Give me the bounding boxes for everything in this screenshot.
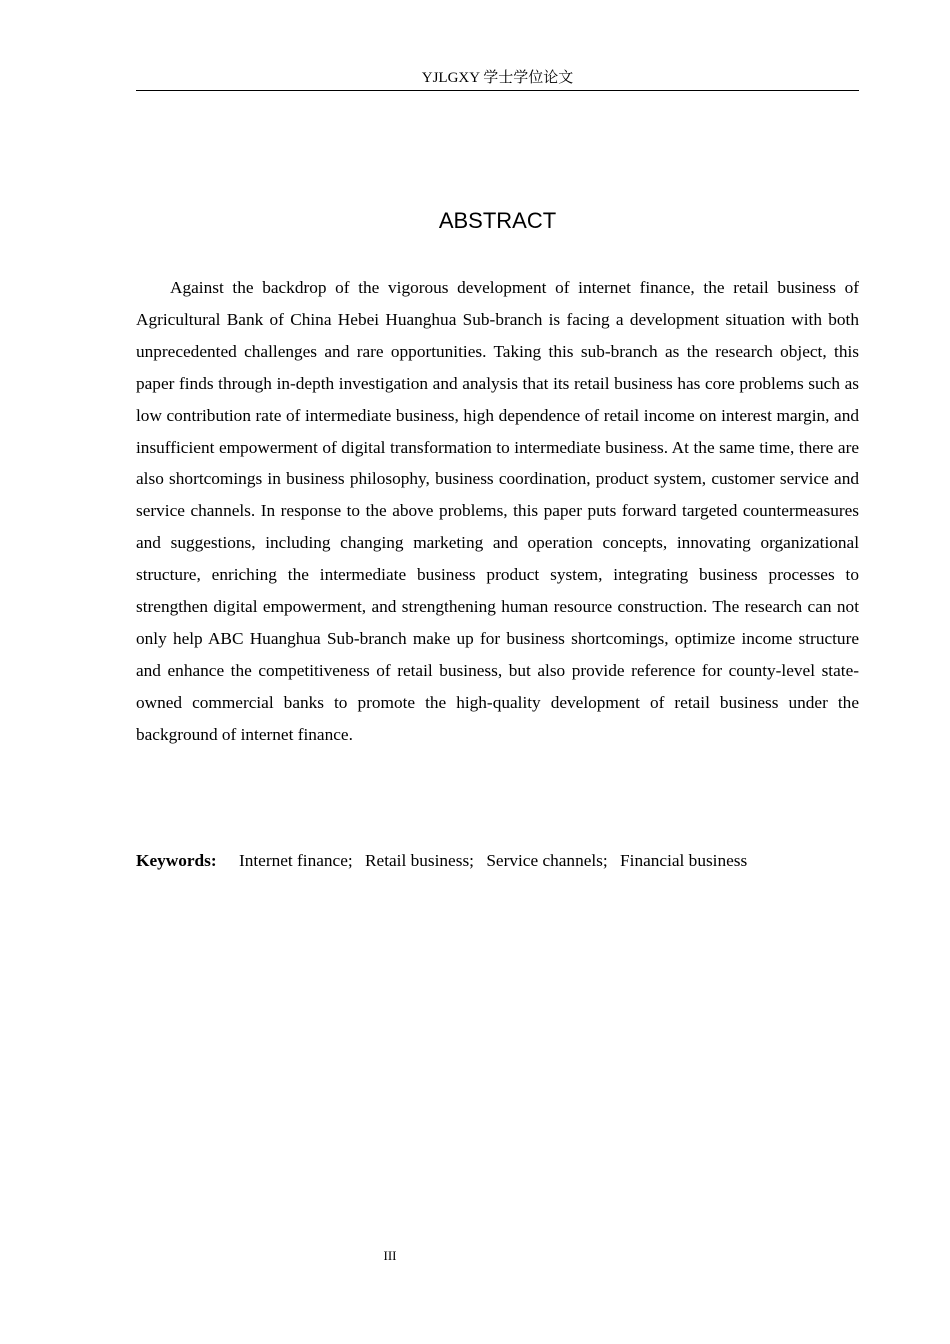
abstract-body: Against the backdrop of the vigorous development of internet finance, the retail business of Agricultural Bank of China Hebei Huanghua Sub-branch is facing a development situation with both unprecedented challenges and rare opportunities. Taking this sub-branch as the research object, this paper finds through in-depth investigation and analysis that its retail business has core problems such as low contribution rate of intermediate business, high dependence of retail income on interest margin, and insufficient empowerment of digital transformation to intermediate business. At the same time, there are also shortcomings in business philosophy, business coordination, product system, customer service and service channels. In response to the above problems, this paper puts forward targeted countermeasures and suggestions, including changing marketing and operation concepts, innovating organizational structure, enriching the intermediate business product system, integrating business processes to strengthen digital empowerment, and strengthening human resource construction. The research can not only help ABC Huanghua Sub-branch make up for business shortcomings, optimize income structure and enhance the competitiveness of retail business, but also provide reference for county-level state-owned commercial banks to promote the high-quality development of retail business under the background of internet finance. [136,278,859,744]
keyword-item: Internet finance; [238,851,353,870]
keywords-label: Keywords: [136,851,217,870]
running-header: YJLGXY 学士学位论文 [421,70,574,86]
keywords-line [136,847,859,875]
page-number: III [383,1248,397,1263]
keyword-item: Retail business; [365,851,474,870]
keyword-item: Financial business [620,851,748,870]
keyword-item: Service channels; [486,851,608,870]
abstract-title: ABSTRACT [438,208,557,233]
header-rule [136,90,859,91]
